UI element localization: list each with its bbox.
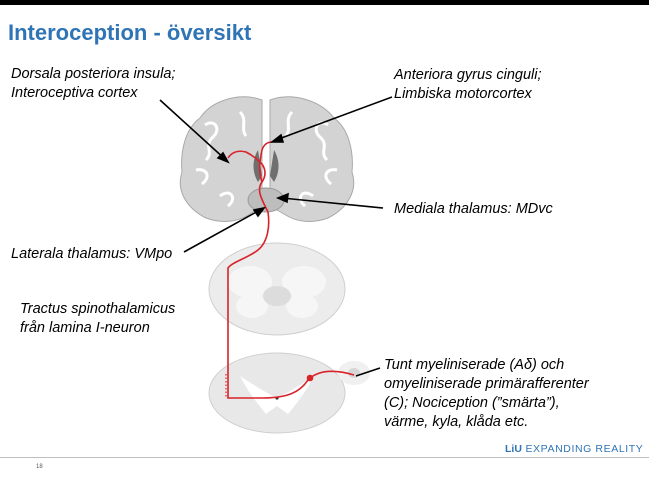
label-dorsal-insula: Dorsala posteriora insula; Interoceptiva cortex xyxy=(11,66,176,101)
upper-cord-section xyxy=(209,243,345,335)
liu-logo: LiU xyxy=(505,443,522,455)
label-anterior-cingulate: Anteriora gyrus cinguli; Limbiska motorcortex xyxy=(394,67,542,102)
label-medial-thalamus: Mediala thalamus: MDvc xyxy=(394,201,553,217)
label-afferents: Tunt myeliniserade (Aδ) och omyeliniserade primärafferenter (C); Nociception (”smärta”), värme, kyla, klåda etc. xyxy=(384,357,589,430)
lower-cord-section xyxy=(209,353,370,433)
footer-divider xyxy=(0,457,649,458)
slide-title: Interoception - översikt xyxy=(8,20,252,45)
label-lateral-thalamus: Laterala thalamus: VMpo xyxy=(11,246,173,262)
brand-tagline: EXPANDING REALITY xyxy=(525,443,644,455)
label-spinothalamic-tract: Tractus spinothalamicus från lamina I-neuron xyxy=(20,301,176,336)
liu-brand xyxy=(505,443,643,455)
page-number: 18 xyxy=(36,464,43,470)
